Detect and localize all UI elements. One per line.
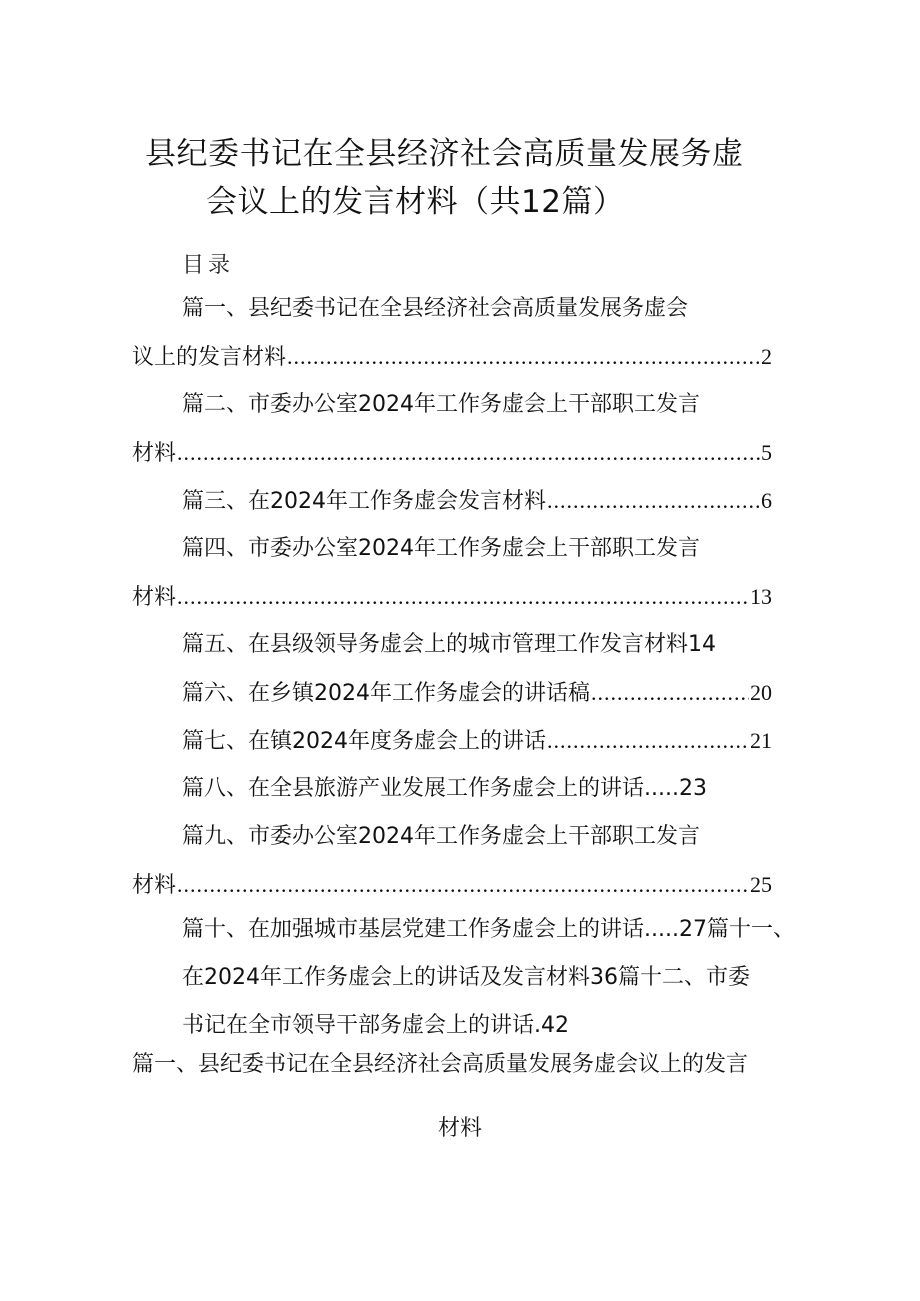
toc-leader-dots — [177, 870, 749, 900]
document-title-line-1: 县纪委书记在全县经济社会高质量发展务虚 — [145, 136, 744, 172]
toc-entry-4-text: 材料 — [132, 585, 177, 610]
toc-entry-9-text: 材料 — [132, 873, 177, 898]
toc-leader-dots — [547, 726, 749, 756]
toc-entry-10-line-3[interactable]: 书记在全市领导干部务虚会上的讲话.42 — [182, 1013, 569, 1038]
toc-entry-4-line-2[interactable] — [132, 582, 772, 612]
toc-leader-dots — [287, 342, 760, 372]
toc-entry-3-text: 篇三、在2024年工作务虚会发言材料 — [182, 489, 546, 514]
document-title-line-2: 会议上的发言材料（共12篇） — [206, 184, 625, 220]
toc-entry-2-line-2[interactable] — [132, 438, 772, 468]
toc-entry-9-page: 25 — [750, 872, 772, 897]
toc-entry-8[interactable]: 篇八、在全县旅游产业发展工作务虚会上的讲话.....23 — [182, 776, 707, 801]
section-heading-line-1: 篇一、县纪委书记在全县经济社会高质量发展务虚会议上的发言 — [132, 1052, 749, 1077]
toc-leader-dots — [547, 486, 760, 516]
toc-entry-6-page: 20 — [750, 680, 772, 705]
toc-entry-1-line-2[interactable] — [132, 342, 772, 372]
toc-entry-2-line-1[interactable]: 篇二、市委办公室2024年工作务虚会上干部职工发言 — [182, 392, 700, 417]
toc-entry-2-text: 材料 — [132, 441, 177, 466]
toc-entry-7[interactable] — [182, 726, 772, 756]
toc-entry-3-page: 6 — [761, 488, 772, 513]
toc-label: 目录 — [182, 253, 235, 278]
toc-entry-4-page: 13 — [750, 584, 772, 609]
toc-entry-10-line-1[interactable]: 篇十、在加强城市基层党建工作务虚会上的讲话.....27篇十一、 — [182, 917, 795, 942]
section-heading-line-2: 材料 — [438, 1116, 483, 1141]
toc-entry-4-line-1[interactable]: 篇四、市委办公室2024年工作务虚会上干部职工发言 — [182, 536, 700, 561]
toc-leader-dots — [177, 582, 749, 612]
toc-entry-6[interactable] — [182, 678, 772, 708]
toc-entry-1-line-1[interactable]: 篇一、县纪委书记在全县经济社会高质量发展务虚会 — [182, 296, 689, 321]
toc-entry-5[interactable]: 篇五、在县级领导务虚会上的城市管理工作发言材料14 — [182, 632, 716, 657]
toc-entry-7-page: 21 — [750, 728, 772, 753]
toc-entry-9-line-1[interactable]: 篇九、市委办公室2024年工作务虚会上干部职工发言 — [182, 824, 700, 849]
toc-entry-2-page: 5 — [761, 440, 772, 465]
toc-entry-1-text: 议上的发言材料 — [132, 345, 287, 370]
toc-entry-3[interactable] — [182, 486, 772, 516]
toc-entry-9-line-2[interactable] — [132, 870, 772, 900]
toc-entry-6-text: 篇六、在乡镇2024年工作务虚会的讲话稿 — [182, 681, 590, 706]
toc-entry-1-page: 2 — [761, 344, 772, 369]
toc-leader-dots — [591, 678, 749, 708]
toc-entry-10-line-2[interactable]: 在2024年工作务虚会上的讲话及发言材料36篇十二、市委 — [182, 965, 750, 990]
toc-leader-dots — [177, 438, 760, 468]
toc-entry-7-text: 篇七、在镇2024年度务虚会上的讲话 — [182, 729, 546, 754]
